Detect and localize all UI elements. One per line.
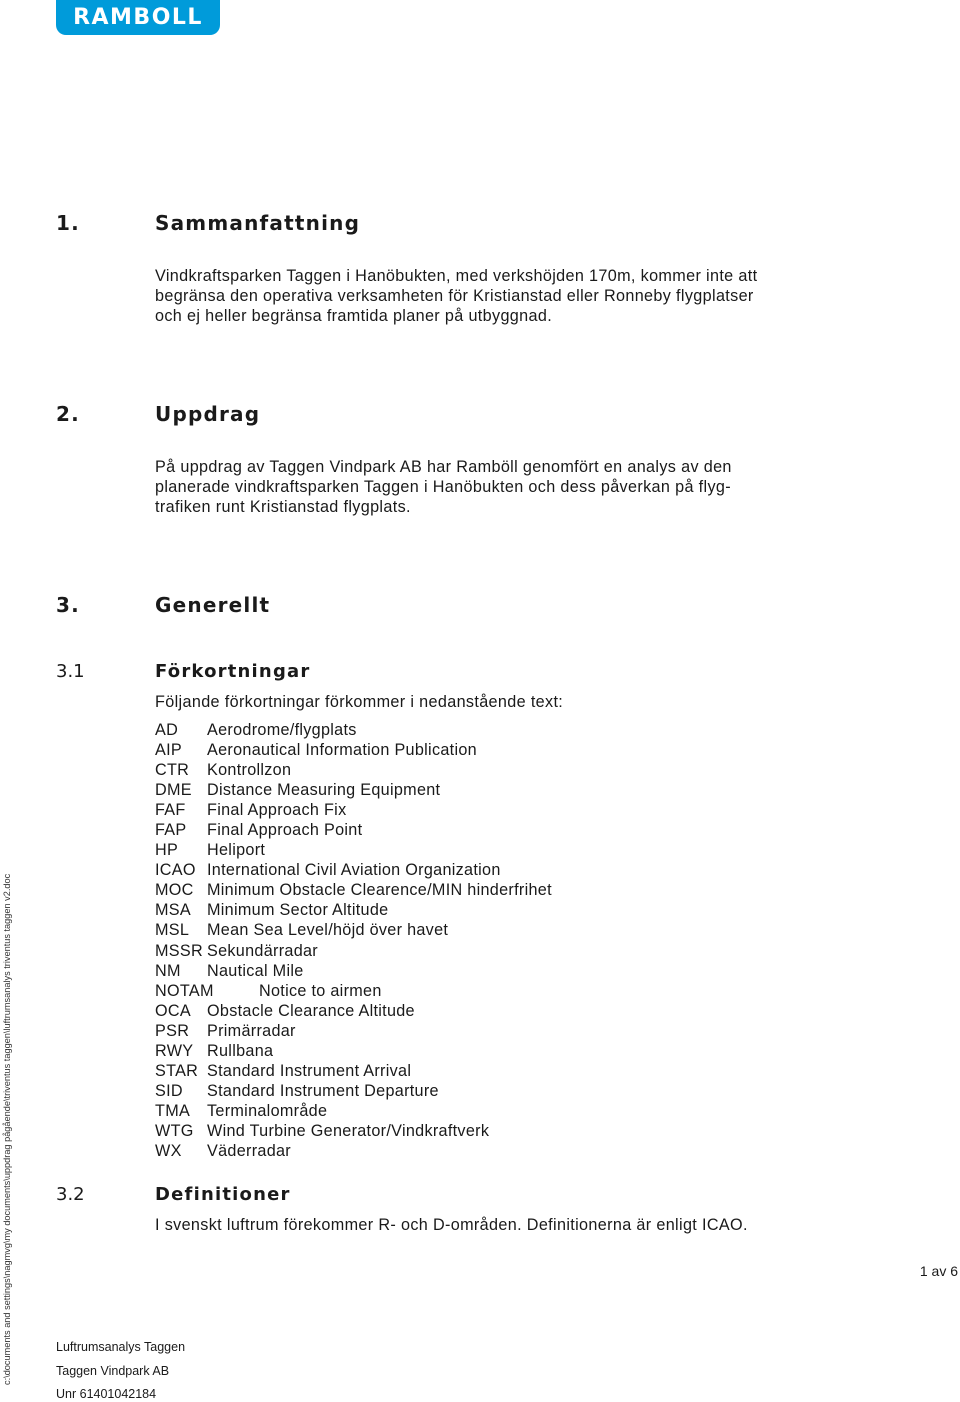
abbreviation-code: PSR [155, 1021, 190, 1040]
paragraph-line: I svenskt luftrum förekommer R- och D-områden. Definitionerna är enligt ICAO. [155, 1216, 748, 1234]
footer-unr: Unr 61401042184 [56, 1387, 157, 1401]
abbreviation-definition: Sekundärradar [207, 941, 318, 960]
subsection-title: Förkortningar [155, 661, 311, 682]
abbreviation-code: ICAO [155, 861, 196, 880]
abbreviation-code: MSSR [155, 941, 203, 960]
abbreviation-definition: Obstacle Clearance Altitude [207, 1001, 415, 1020]
abbreviation-definition: Standard Instrument Departure [207, 1081, 439, 1100]
abbreviation-definition: Kontrollzon [207, 761, 292, 780]
abbreviation-definition: Mean Sea Level/höjd över havet [207, 921, 449, 940]
side-file-path: c:\documents and settings\nagmvg\my documents\uppdrag pågående\triventus taggen\luftrumsanalys triventus taggen v2.doc [2, 873, 12, 1385]
abbreviation-code: HP [155, 841, 179, 860]
abbreviation-definition: Notice to airmen [259, 981, 382, 1000]
section-title: Uppdrag [155, 402, 261, 426]
abbreviation-definition: Wind Turbine Generator/Vindkraftverk [207, 1121, 490, 1140]
abbreviation-code: STAR [155, 1061, 199, 1080]
abbreviation-definition: Distance Measuring Equipment [207, 781, 441, 800]
section-3-2-paragraph [155, 1215, 855, 1235]
footer-client: Taggen Vindpark AB [56, 1364, 170, 1378]
page-number: 1 av 6 [919, 1263, 958, 1279]
abbreviation-definition: Minimum Sector Altitude [207, 901, 389, 920]
subsection-number: 3.2 [56, 1184, 85, 1205]
abbreviation-definition: Minimum Obstacle Clearence/MIN hinderfrihet [207, 881, 552, 900]
abbreviation-code: OCA [155, 1001, 191, 1020]
abbreviation-definition: Rullbana [207, 1041, 274, 1060]
paragraph-line: begränsa den operativa verksamheten för Kristianstad eller Ronneby flygplatser [155, 287, 754, 305]
abbreviation-code: NM [155, 961, 181, 980]
logo-text: RAMBOLL [73, 5, 203, 30]
abbreviation-code: MSL [155, 921, 190, 940]
paragraph-line: Vindkraftsparken Taggen i Hanöbukten, med verkshöjden 170m, kommer inte att [155, 267, 758, 285]
section-title: Generellt [155, 593, 271, 617]
paragraph-line: Följande förkortningar förkommer i nedanstående text: [155, 693, 564, 711]
paragraph-line: trafiken runt Kristianstad flygplats. [155, 498, 411, 516]
abbreviation-code: AD [155, 721, 179, 739]
abbreviation-code: CTR [155, 761, 190, 780]
abbreviation-code: MSA [155, 901, 191, 920]
paragraph-line: planerade vindkraftsparken Taggen i Hanöbukten och dess påverkan på flyg- [155, 478, 731, 496]
abbreviation-definition: Nautical Mile [207, 961, 304, 980]
abbreviation-definition: Terminalområde [207, 1101, 328, 1120]
section-1-paragraph [155, 266, 855, 326]
subsection-number: 3.1 [56, 661, 85, 682]
abbreviation-definition: International Civil Aviation Organization [207, 861, 501, 880]
abbreviation-code: NOTAM [155, 981, 214, 1000]
abbreviation-code: SID [155, 1081, 183, 1100]
abbreviation-code: RWY [155, 1041, 194, 1060]
paragraph-line: och ej heller begränsa framtida planer på utbyggnad. [155, 307, 553, 325]
section-number: 1. [56, 211, 80, 235]
abbreviation-definition: Väderradar [207, 1141, 291, 1160]
abbreviation-code: FAP [155, 821, 187, 840]
abbreviation-code: FAF [155, 801, 186, 820]
abbreviations-intro [155, 692, 855, 712]
abbreviation-code: AIP [155, 741, 182, 760]
abbreviation-code: WX [155, 1141, 182, 1160]
footer-doc-title: Luftrumsanalys Taggen [56, 1340, 186, 1354]
paragraph-line: På uppdrag av Taggen Vindpark AB har Ramböll genomfört en analys av den [155, 458, 732, 476]
abbreviation-definition: Aeronautical Information Publication [207, 741, 477, 760]
abbreviation-code: MOC [155, 881, 194, 900]
ramboll-logo [56, 0, 220, 35]
abbreviation-definition: Standard Instrument Arrival [207, 1061, 412, 1080]
section-number: 3. [56, 593, 80, 617]
abbreviation-code: WTG [155, 1121, 194, 1140]
abbreviation-definition: Aerodrome/flygplats [207, 721, 357, 739]
abbreviation-code: TMA [155, 1101, 191, 1120]
section-title: Sammanfattning [155, 211, 361, 235]
abbreviation-definition: Final Approach Point [207, 821, 363, 840]
abbreviation-code: DME [155, 781, 192, 800]
section-2-paragraph [155, 457, 855, 517]
subsection-title: Definitioner [155, 1184, 291, 1205]
section-number: 2. [56, 402, 80, 426]
abbreviation-definition: Heliport [207, 841, 266, 860]
abbreviation-definition: Final Approach Fix [207, 801, 347, 820]
abbreviation-definition: Primärradar [207, 1021, 296, 1040]
